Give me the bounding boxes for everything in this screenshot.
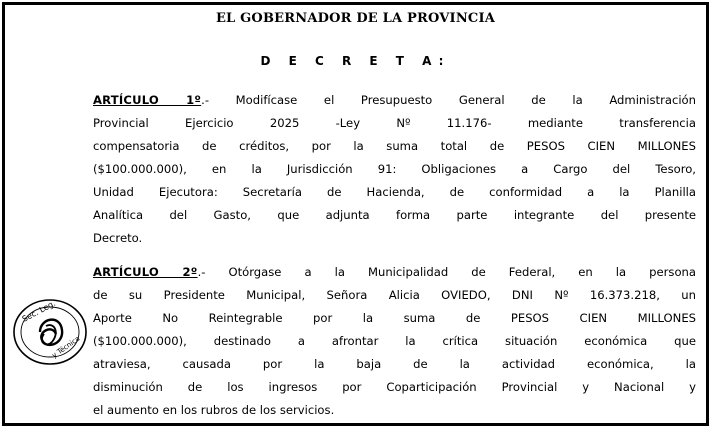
- article-2-text: .- Otórgase a la Municipalidad de Federal, en la persona: [197, 265, 696, 279]
- article-2-line-3: Aporte No Reintegrable por la suma de PESOS CIEN MILLONES: [93, 311, 696, 325]
- stamp-text-side: y Técnica: [50, 334, 82, 360]
- article-2-line-1: [93, 261, 696, 284]
- decreta-heading: D E C R E T A:: [260, 54, 451, 68]
- stamp-text-top: Sec. Leg.: [20, 298, 58, 324]
- article-1-label: ARTÍCULO 1º: [93, 93, 202, 107]
- stamp-signature-mark: [40, 320, 62, 345]
- article-1-line-5: Unidad Ejecutora: Secretaría de Hacienda, de conformidad a la Planilla: [93, 185, 696, 199]
- official-stamp: [10, 292, 92, 372]
- article-2-line-2: de su Presidente Municipal, Señora Alicia OVIEDO, DNI Nº 16.373.218, un: [93, 288, 696, 302]
- article-1: [93, 89, 696, 250]
- article-1-line-7: Decreto.: [93, 231, 143, 245]
- article-2-label: ARTÍCULO 2º: [93, 265, 198, 279]
- article-2-line-5: atraviesa, causada por la baja de la actividad económica, la: [93, 357, 696, 371]
- document-frame: [2, 2, 709, 426]
- article-1-line-2: Provincial Ejercicio 2025 -Ley Nº 11.176- mediante transferencia: [93, 116, 696, 130]
- article-1-line-6: Analítica del Gasto, que adjunta forma parte integrante del presente: [93, 208, 696, 222]
- article-1-line-4: ($100.000.000), en la Jurisdicción 91: Obligaciones a Cargo del Tesoro,: [93, 162, 696, 176]
- article-1-line-1: [93, 89, 696, 112]
- article-1-line-3: compensatoria de créditos, por la suma total de PESOS CIEN MILLONES: [93, 139, 696, 153]
- article-2: [93, 261, 696, 422]
- article-2-line-6: disminución de los ingresos por Coparticipación Provincial y Nacional y: [93, 380, 696, 394]
- article-1-text: .- Modifícase el Presupuesto General de la Administración: [201, 93, 696, 107]
- article-2-line-7: el aumento en los rubros de los servicios.: [93, 403, 335, 417]
- article-2-line-4: ($100.000.000), destinado a afrontar la crítica situación económica que: [93, 334, 696, 348]
- document-heading: EL GOBERNADOR DE LA PROVINCIA: [215, 11, 496, 26]
